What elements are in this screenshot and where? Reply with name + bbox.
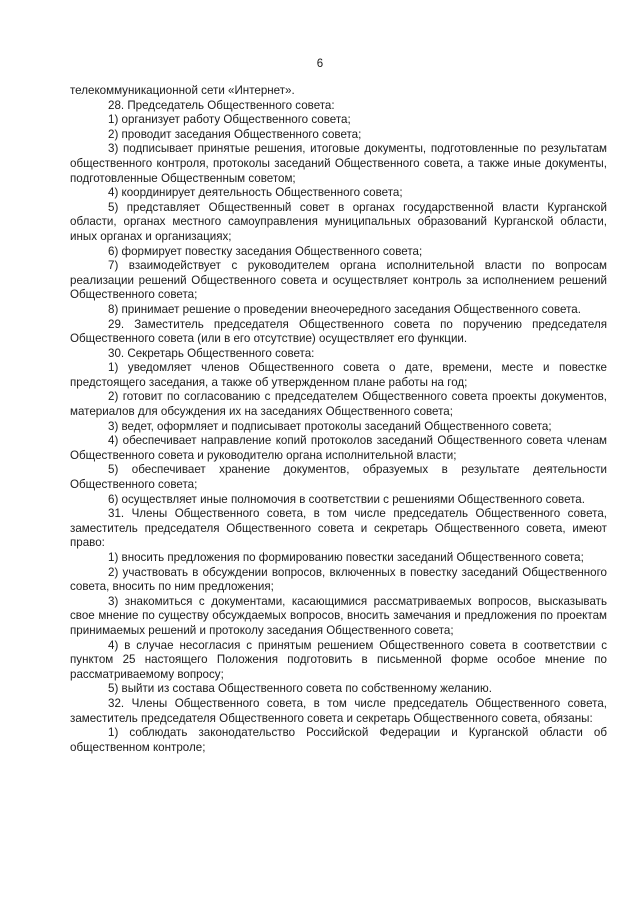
paragraph: 2) готовит по согласованию с председателем Общественного совета проекты документов, материалов для обсуждения их на заседаниях Общественного совета;	[70, 390, 607, 419]
paragraph: телекоммуникационной сети «Интернет».	[70, 84, 295, 97]
paragraph: 32. Члены Общественного совета, в том числе председатель Общественного совета, заместитель председателя Общественного совета и секретарь Общественного совета, обязаны:	[70, 696, 607, 725]
paragraph: 4) обеспечивает направление копий протоколов заседаний Общественного совета членам Общественного совета и руководителю органа исполнительной власти;	[70, 434, 607, 462]
page-number: 6	[316, 58, 324, 70]
paragraph: 6) осуществляет иные полномочия в соответствии с решениями Общественного совета.	[108, 492, 585, 506]
paragraph: 8) принимает решение о проведении внеочередного заседания Общественного совета.	[108, 302, 581, 316]
paragraph: 5) представляет Общественный совет в органах государственной власти Курганской области, органах местного самоуправления муниципальных образований Курганской области, иных органах и организациях;	[70, 200, 607, 243]
paragraph: 4) координирует деятельность Общественного совета;	[108, 186, 403, 200]
paragraph: 31. Члены Общественного совета, в том числе председатель Общественного совета, заместитель председателя Общественного совета и секретарь Общественного совета, имеют право:	[70, 507, 607, 550]
paragraph: 1) соблюдать законодательство Российской Федерации и Курганской области об общественном контроле;	[70, 726, 607, 754]
paragraph: 4) в случае несогласия с принятым решением Общественного совета в соответствии с пунктом 25 настоящего Положения подготовить в письменной форме особое мнение по рассматриваемому вопросу;	[70, 638, 607, 681]
paragraph: 29. Заместитель председателя Общественного совета по поручению председателя Общественного совета (или в его отсутствие) осуществляет его функции.	[70, 317, 607, 346]
document-body	[70, 84, 607, 755]
paragraph: 1) вносить предложения по формированию повестки заседаний Общественного совета;	[108, 551, 584, 564]
paragraph: 6) формирует повестку заседания Общественного совета;	[108, 244, 423, 258]
paragraph: 3) ведет, оформляет и подписывает протоколы заседаний Общественного совета;	[108, 419, 552, 433]
paragraph: 28. Председатель Общественного совета:	[108, 98, 335, 112]
paragraph: 5) выйти из состава Общественного совета по собственному желанию.	[108, 682, 492, 696]
paragraph: 2) проводит заседания Общественного совета;	[108, 127, 362, 141]
paragraph: 1) организует работу Общественного совета;	[108, 113, 351, 127]
paragraph: 7) взаимодействует с руководителем органа исполнительной власти по вопросам реализации решений Общественного совета и осуществляет контроль за исполнением решений Общественного совета;	[70, 259, 607, 302]
paragraph: 30. Секретарь Общественного совета:	[108, 346, 315, 360]
paragraph: 3) подписывает принятые решения, итоговые документы, подготовленные по результатам общественного контроля, протоколы заседаний Общественного совета, а также иные документы, подготовленные Общественным советом;	[70, 142, 607, 185]
paragraph: 3) знакомиться с документами, касающимися рассматриваемых вопросов, высказывать свое мнение по существу обсуждаемых вопросов, вносить замечания и предложения по проектам принимаемых решений и протоколу заседания Общественного совета;	[70, 594, 607, 637]
paragraph: 5) обеспечивает хранение документов, образуемых в результате деятельности Общественного совета;	[70, 463, 607, 492]
paragraph: 1) уведомляет членов Общественного совета о дате, времени, месте и повестке предстоящего заседания, а также об утвержденном плане работы на год;	[70, 361, 607, 389]
paragraph: 2) участвовать в обсуждении вопросов, включенных в повестку заседаний Общественного совета, вносить по ним предложения;	[70, 565, 607, 594]
